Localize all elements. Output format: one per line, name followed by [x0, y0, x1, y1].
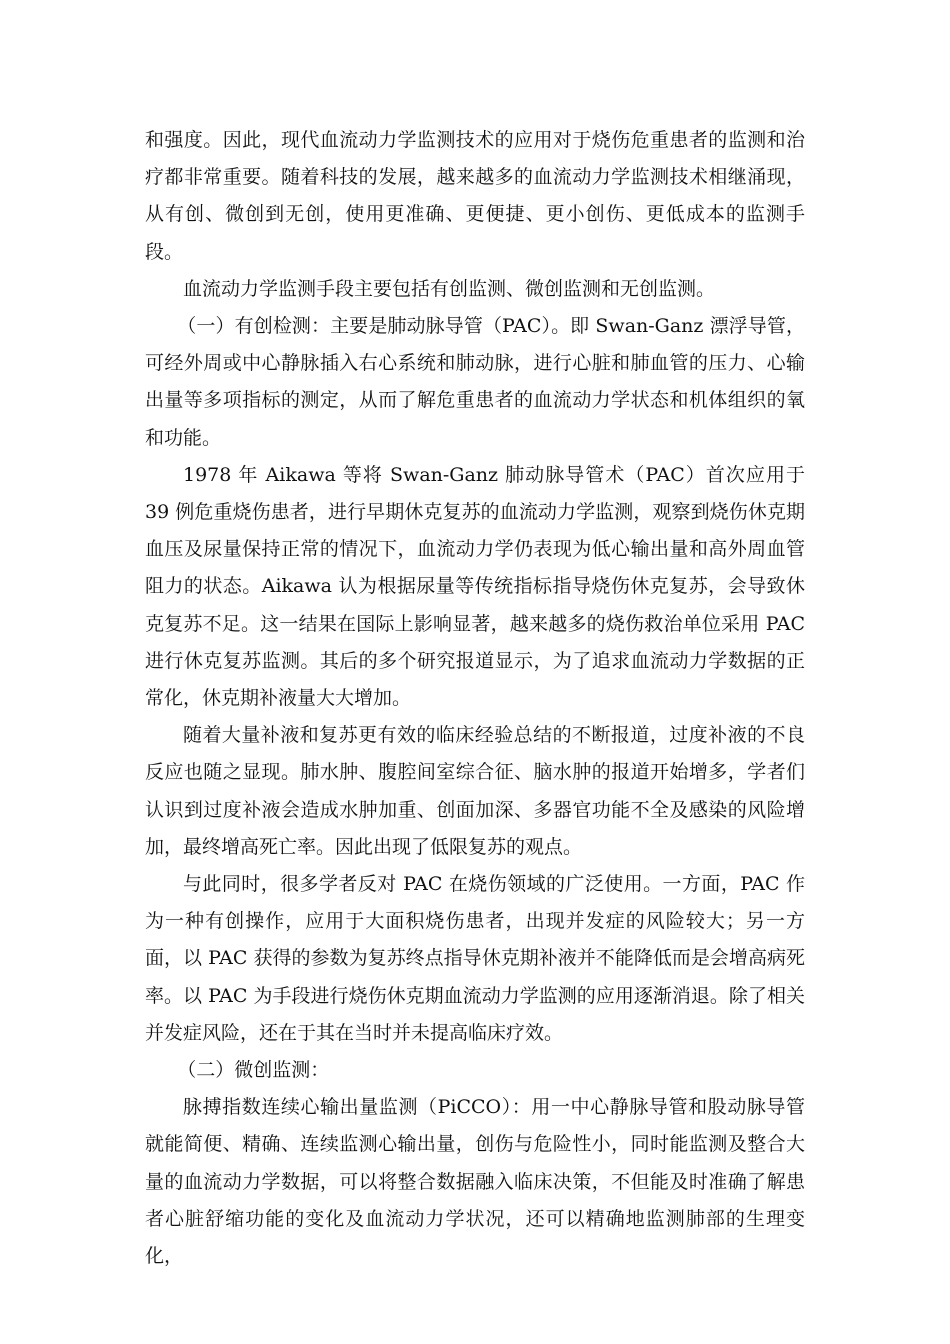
paragraph-picco: 脉搏指数连续心输出量监测（PiCCO）：用一中心静脉导管和股动脉导管就能简便、精确、连续监测心输出量，创伤与危险性小，同时能监测及整合大量的血流动力学数据，可以将整合数据融入临床决策，不但能及时准确了解患者心脏舒缩功能的变化及血流动力学状况，还可以精确地监测肺部的生理变化， — [145, 1096, 805, 1268]
paragraph-monitoring-means: 血流动力学监测手段主要包括有创监测、微创监测和无创监测。 — [183, 277, 716, 300]
paragraph-aikawa-study: 1978 年 Aikawa 等将 Swan-Ganz 肺动脉导管术（PAC）首次应用于 39 例危重烧伤患者，进行早期休克复苏的血流动力学监测，观察到烧伤休克期血压及尿量保持正常的情况下，血流动力学仍表现为低心输出量和高外周血管阻力的状态。Aikawa 认为根据尿量等传统指标指导烧伤休克复苏，会导致休克复苏不足。这一结果在国际上影响显著，越来越多的烧伤救治单位采用 PAC 进行休克复苏监测。其后的多个研究报道显示，为了追求血流动力学数据的正常化，休克期补液量大大增加。 — [145, 463, 805, 710]
paragraph-pac-opposition: 与此同时，很多学者反对 PAC 在烧伤领域的广泛使用。一方面，PAC 作为一种有创操作，应用于大面积烧伤患者，出现并发症的风险较大；另一方面，以 PAC 获得的参数为复苏终点指导休克期补液并不能降低而是会增高病死率。以 PAC 为手段进行烧伤休克期血流动力学监测的应用逐渐消退。除了相关并发症风险，还在于其在当时并未提高临床疗效。 — [145, 873, 805, 1044]
paragraph-continuation: 和强度。因此，现代血流动力学监测技术的应用对于烧伤危重患者的监测和治疗都非常重要。随着科技的发展，越来越多的血流动力学监测技术相继涌现，从有创、微创到无创，使用更准确、更便捷、更小创伤、更低成本的监测手段。 — [145, 129, 805, 263]
paragraph-over-resuscitation: 随着大量补液和复苏更有效的临床经验总结的不断报道，过度补液的不良反应也随之显现。肺水肿、腹腔间室综合征、脑水肿的报道开始增多，学者们认识到过度补液会造成水肿加重、创面加深、多器官功能不全及感染的风险增加，最终增高死亡率。因此出现了低限复苏的观点。 — [145, 724, 805, 858]
body-text — [145, 122, 805, 1275]
paragraph-minimally-invasive-heading: （二）微创监测： — [177, 1059, 330, 1082]
paragraph-invasive-monitoring: （一）有创检测：主要是肺动脉导管（PAC）。即 Swan-Ganz 漂浮导管，可经外周或中心静脉插入右心系统和肺动脉，进行心脏和肺血管的压力、心输出量等多项指标的测定，从而了解危重患者的血流动力学状态和机体组织的氧和功能。 — [145, 315, 805, 449]
